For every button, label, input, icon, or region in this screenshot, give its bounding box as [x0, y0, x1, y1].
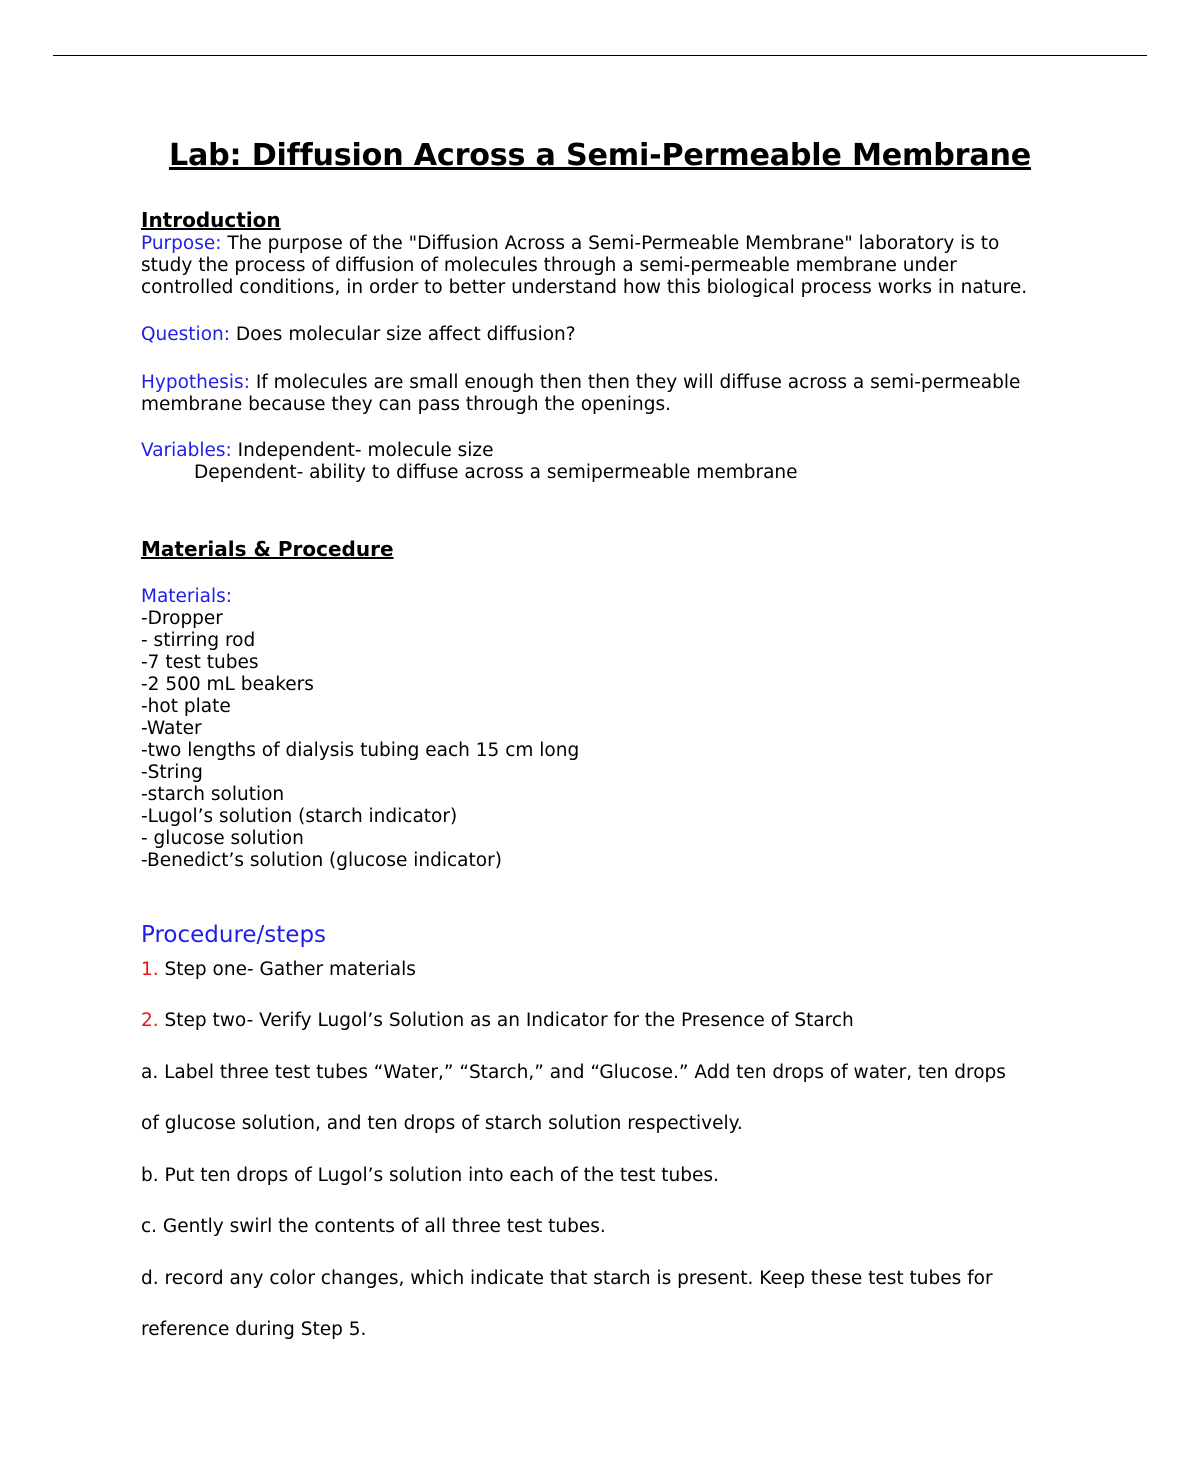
purpose-text-1: The purpose of the "Diffusion Across a Semi-Permeable Membrane" laboratory is to — [221, 233, 1000, 254]
material-item: -Lugol’s solution (starch indicator) — [141, 806, 458, 827]
step-two-text: Step two- Verify Lugol’s Solution as an Indicator for the Presence of Starch — [158, 1010, 854, 1031]
hypothesis-line-1 — [141, 372, 1020, 394]
variables-independent: Independent- molecule size — [231, 440, 494, 461]
material-item: -Benedict’s solution (glucose indicator) — [141, 850, 502, 871]
step-one-text: Step one- Gather materials — [158, 959, 416, 980]
purpose-line-3: controlled conditions, in order to better understand how this biological process works in nature. — [141, 277, 1028, 298]
variables-line-1 — [141, 440, 494, 462]
question-line — [141, 324, 576, 346]
materials-label: Materials: — [141, 586, 233, 607]
material-item: -hot plate — [141, 696, 231, 717]
material-item: -Water — [141, 718, 202, 739]
procedure-line: reference during Step 5. — [141, 1319, 367, 1340]
materials-procedure-heading: Materials & Procedure — [141, 537, 394, 561]
procedure-line: d. record any color changes, which indicate that starch is present. Keep these test tubes for — [141, 1268, 993, 1289]
material-item: -Dropper — [141, 608, 223, 629]
procedure-line: b. Put ten drops of Lugol’s solution into each of the test tubes. — [141, 1165, 719, 1186]
purpose-label: Purpose: — [141, 233, 222, 254]
material-item: -two lengths of dialysis tubing each 15 cm long — [141, 740, 580, 761]
material-item: -2 500 mL beakers — [141, 674, 314, 695]
document-title: Lab: Diffusion Across a Semi-Permeable Membrane — [169, 138, 1031, 173]
material-item: -starch solution — [141, 784, 285, 805]
purpose-line-2: study the process of diffusion of molecules through a semi-permeable membrane under — [141, 255, 957, 276]
hypothesis-label: Hypothesis: — [141, 372, 250, 393]
variables-label: Variables: — [141, 440, 232, 461]
procedure-line: c. Gently swirl the contents of all three test tubes. — [141, 1216, 606, 1237]
material-item: -7 test tubes — [141, 652, 259, 673]
step-two-number: 2. — [141, 1010, 159, 1031]
material-item: - glucose solution — [141, 828, 304, 849]
material-item: -String — [141, 762, 203, 783]
variables-dependent: Dependent- ability to diffuse across a semipermeable membrane — [194, 462, 798, 483]
hypothesis-text-1: If molecules are small enough then then they will diffuse across a semi-permeable — [249, 372, 1021, 393]
question-label: Question: — [141, 324, 230, 345]
procedure-line: a. Label three test tubes “Water,” “Starch,” and “Glucose.” Add ten drops of water, ten drops — [141, 1062, 1006, 1083]
question-text: Does molecular size affect diffusion? — [229, 324, 576, 345]
step-one-number: 1. — [141, 959, 159, 980]
procedure-line: of glucose solution, and ten drops of starch solution respectively. — [141, 1113, 743, 1134]
introduction-heading: Introduction — [141, 208, 281, 232]
hypothesis-line-2: membrane because they can pass through the openings. — [141, 394, 672, 415]
purpose-line-1 — [141, 233, 999, 255]
step-one — [141, 959, 416, 980]
procedure-heading: Procedure/steps — [141, 922, 327, 948]
header-rule — [53, 55, 1147, 56]
step-two — [141, 1010, 854, 1031]
material-item: - stirring rod — [141, 630, 256, 651]
